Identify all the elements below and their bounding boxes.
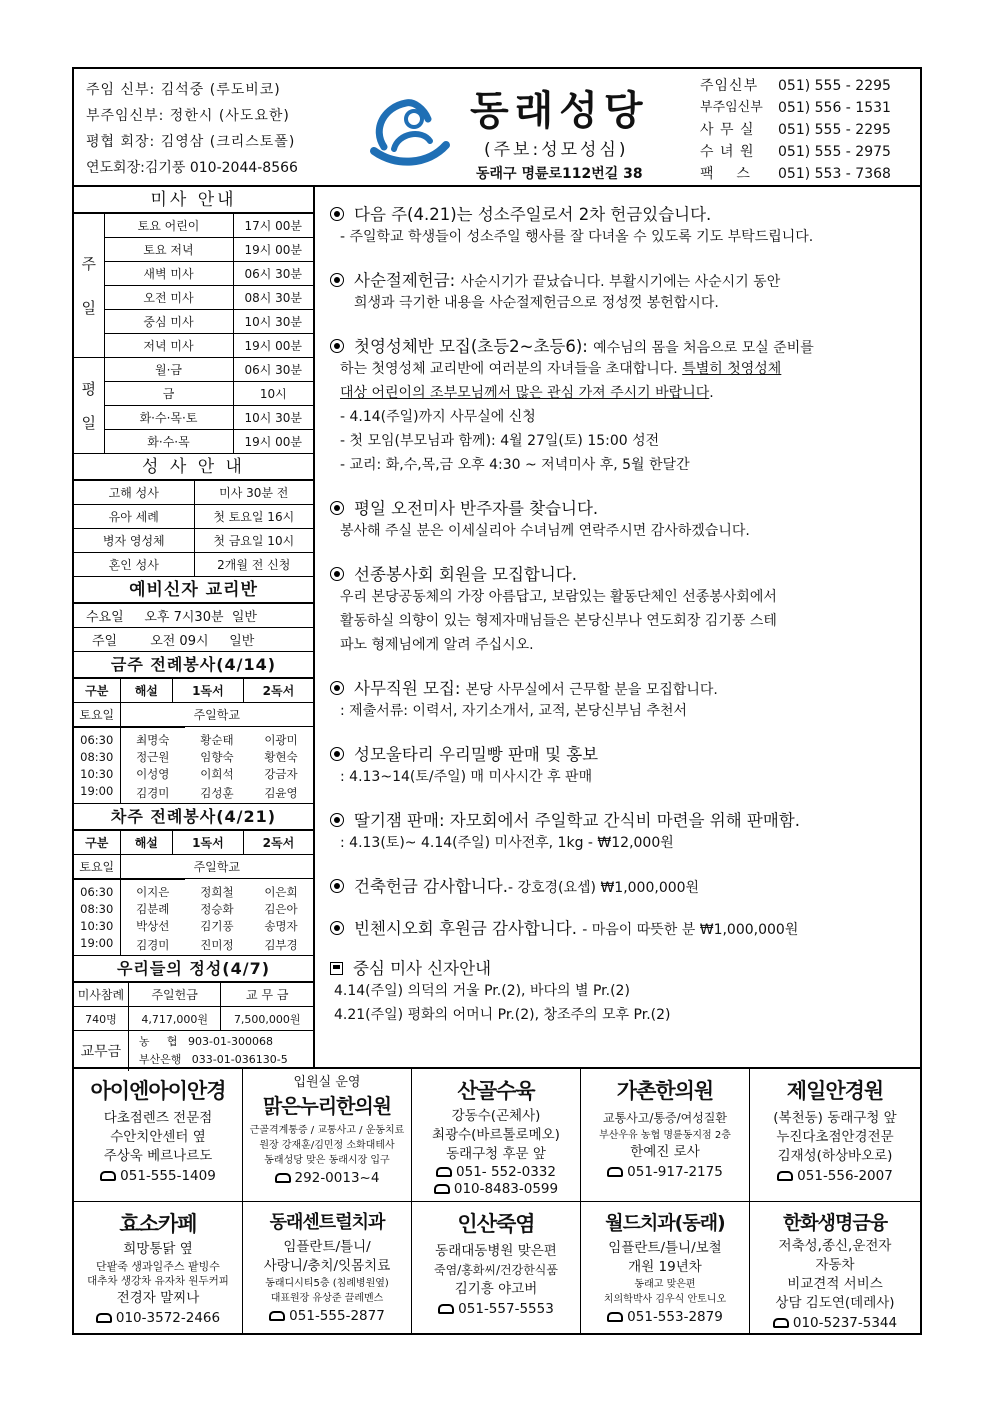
offering-table: 미사참례 주일헌금 교 무 금 740명 4,717,000원 7,500,000원 교무금 농 협 903-01-300068 부산은행 033-01-036130-5 xyxy=(74,982,313,1071)
notice-item: 다음 주(4.21)는 성소주일로서 2차 헌금있습니다. - 주일학교 학생들이 성소주일 행사를 잘 다녀올 수 있도록 기도 부탁드립니다. xyxy=(330,201,906,249)
clergy-line: 부주임신부: 정한시 (사도요한) xyxy=(86,108,290,124)
clergy-line: 평협 회장: 김영삼 (크리스토폴) xyxy=(86,134,296,150)
notice-item: 평일 오전미사 반주자를 찾습니다. 봉사해 주실 분은 이세실리아 수녀님께 연락주시면 감사하겠습니다. xyxy=(330,495,906,543)
clergy-line: 주임 신부: 김석중 (루도비코) xyxy=(86,82,281,98)
notice-item: 첫영성체반 모집(초등2~초등6): 예수님의 몸을 처음으로 모실 준비를 하는 첫영성체 교리반에 여러분의 자녀들을 초대합니다. 특별히 첫영성체 대상 어린이의 조부모님께서 많은 관심 가져 주시기 바랍니다. - 4.14(주일)까지 사무실에 신청 - 첫 모임(부모님과 함께): 4월 27일(토) 15:00 성전 - 교리: 화,수,목,금 오후 4:30 ~ 저녁미사 후, 5월 한달간 xyxy=(330,333,906,477)
service-this-title: 금주 전례봉사(4/14) xyxy=(74,652,313,678)
circle-bullet-icon xyxy=(330,273,344,287)
contact-row: 부주임신부 051) 556 - 1531 xyxy=(700,100,891,116)
circle-bullet-icon xyxy=(330,747,344,761)
ad-box: 산골수육 강동수(곤체사) 최광수(바르톨로메오) 동래구청 후문 앞 051- 552-0332 010-8483-0599 xyxy=(412,1069,581,1202)
notice-item: 사무직원 모집: 본당 사무실에서 근무할 분을 모집합니다. : 제출서류: 이력서, 자기소개서, 교적, 본당신부님 추천서 xyxy=(330,675,906,723)
circle-bullet-icon xyxy=(330,879,344,893)
phone-icon xyxy=(607,1312,623,1322)
service-next-title: 차주 전례봉사(4/21) xyxy=(74,804,313,830)
phone-icon xyxy=(434,1184,450,1194)
ad-box: 아이엔아이안경 다초점렌즈 전문점 수안치안센터 옆 주상욱 베르나르도 051-555-1409 xyxy=(74,1069,243,1202)
ad-box: 한화생명금융 저축성,종신,운전자 자동차 비교견적 서비스 상담 김도연(데레사) 010-5237-5344 xyxy=(750,1202,920,1335)
service-this-roster: 06:30 최명숙 황순태 이광미 08:30 정근원 임향숙 황현숙 10:30 이성영 이희석 강금자 19:00 김경미 김성훈 김윤영 xyxy=(74,727,313,804)
newcomers: 중심 미사 신자안내 4.14(주일) 의덕의 거울 Pr.(2), 바다의 별 Pr.(2) 4.21(주일) 평화의 어머니 Pr.(2), 창조주의 모후 Pr.(2) xyxy=(330,955,906,1027)
service-next-roster: 06:30 이지은 정희철 이은희 08:30 김분례 정승화 김은아 10:30 박상선 김기풍 송명자 19:00 김경미 진미정 김부경 xyxy=(74,879,313,956)
mass-title: 미사 안내 xyxy=(74,187,313,213)
ad-box: 월드치과(동래) 임플란트/틀니/보철 개원 19년차 동래고 맞은편 치의학박사 김우식 안토니오 051-553-2879 xyxy=(581,1202,750,1335)
phone-icon xyxy=(436,1167,452,1177)
phone-icon xyxy=(275,1173,291,1183)
patron-subtitle: (주보:성모성심) xyxy=(484,140,629,160)
notice-item: 선종봉사회 회원을 모집합니다. 우리 본당공동체의 가장 아름답고, 보람있는 활동단체인 선종봉사회에서 활동하실 의향이 있는 형제자매님들은 본당신부나 연도회장 김기풍 스테 파노 형제님에게 알려 주십시오. xyxy=(330,561,906,657)
phone-icon xyxy=(100,1171,116,1181)
circle-bullet-icon xyxy=(330,339,344,353)
service-next-table: 구분 해설 1독서 2독서 토요일 주일학교 xyxy=(74,830,313,879)
sacraments-title: 성 사 안 내 xyxy=(74,454,313,480)
phone-icon xyxy=(96,1313,112,1323)
sunday-label: 주 일 xyxy=(74,214,104,358)
notice-item: 성모울타리 우리밀빵 판매 및 홍보 : 4.13~14(토/주일) 매 미사시간 후 판매 xyxy=(330,741,906,789)
church-address: 동래구 명륜로112번길 38 xyxy=(476,166,643,182)
phone-icon xyxy=(773,1318,789,1328)
header xyxy=(74,69,920,187)
service-this-table: 구분 해설 1독서 2독서 토요일 주일학교 xyxy=(74,678,313,727)
clergy-list xyxy=(86,77,298,181)
ad-box: 효소카페 희망통닭 옆 단팥죽 생과일주스 팥빙수 대추차 생강차 유자차 원두커피 전경자 말찌나 010-3572-2466 xyxy=(74,1202,243,1335)
notice-item: 사순절제헌금: 사순시기가 끝났습니다. 부활시기에는 사순시기 동안 희생과 극기한 내용을 사순절제헌금으로 정성껏 봉헌합시다. xyxy=(330,267,906,315)
ad-box: 가촌한의원 교통사고/통증/여성질환 부산우유 농협 명륜동지점 2층 한예진 로사 051-917-2175 xyxy=(581,1069,750,1202)
weekday-label: 평 일 xyxy=(74,358,104,454)
phone-icon xyxy=(269,1311,285,1321)
circle-bullet-icon xyxy=(330,207,344,221)
sacraments-table: 고해 성사 미사 30분 전 유아 세례 첫 토요일 16시 병자 영성체 첫 금요일 10시 혼인 성사 2개월 전 신청 xyxy=(74,480,313,577)
ad-box: 동래센트럴치과 임플란트/틀니/ 사랑니/충치/잇몸치료 동래디시티5층 (침례병원옆) 대표원장 유상준 끌레멘스 051-555-2877 xyxy=(243,1202,412,1335)
circle-bullet-icon xyxy=(330,921,344,935)
clergy-line: 연도회장:김기풍 010-2044-8566 xyxy=(86,160,298,176)
contact-list xyxy=(700,75,891,185)
contact-row: 팩 스 051) 553 - 7368 xyxy=(700,166,891,182)
ad-box: 입원실 운영 맑은누리한의원 근골격계통증 / 교통사고 / 운동치료 원장 강재훈/김민정 소화대테사 동래성당 맞은 동래시장 입구 292-0013~4 xyxy=(243,1069,412,1202)
advertisements xyxy=(74,1067,920,1333)
sidebar xyxy=(74,187,315,1067)
phone-icon xyxy=(438,1304,454,1314)
contact-row: 주임신부 051) 555 - 2295 xyxy=(700,78,891,94)
phone-icon xyxy=(607,1167,623,1177)
circle-bullet-icon xyxy=(330,501,344,515)
circle-bullet-icon xyxy=(330,681,344,695)
notice-item: 건축헌금 감사합니다.- 강호경(요셉) ₩1,000,000원 xyxy=(330,873,906,897)
ad-box: 인산죽염 동래대동병원 맞은편 죽염/홍화씨/건강한식품 김기흥 야고버 051-557-5553 xyxy=(412,1202,581,1335)
phone-icon xyxy=(777,1171,793,1181)
bulletin-page xyxy=(72,67,922,1335)
mass-table: 주 일 토요 어린이 17시 00분 토요 저녁 19시 00분 새벽 미사 06시 30분 오전 미사 08시 30분 중심 미사 10시 30분 저녁 미사 19시 00분 평 일 월·금 06시 30분 금 10시 화·수·목·토 10시 30분 화·수·목 19시 00분 xyxy=(74,213,313,454)
catechumen-title: 예비신자 교리반 xyxy=(74,577,313,603)
notice-item: 빈첸시오회 후원금 감사합니다. - 마음이 따뜻한 분 ₩1,000,000원 xyxy=(330,915,906,939)
church-title: 동래성당 xyxy=(470,88,649,134)
offering-title: 우리들의 정성(4/7) xyxy=(74,956,313,982)
catechumen-table: 수요일 오후 7시30분 일반 주일 오전 09시 일반 xyxy=(74,603,313,652)
circle-bullet-icon xyxy=(330,567,344,581)
ad-box: 제일안경원 (복천동) 동래구청 앞 누진다초점안경전문 김재성(하상바오로) 051-556-2007 xyxy=(750,1069,920,1202)
notice-item: 딸기잼 판매: 자모회에서 주일학교 간식비 마련을 위해 판매함. : 4.13(토)~ 4.14(주일) 미사전후, 1kg - ₩12,000원 xyxy=(330,807,906,855)
church-logo-icon xyxy=(366,89,456,169)
contact-row: 수 녀 원 051) 555 - 2975 xyxy=(700,144,891,160)
contact-row: 사 무 실 051) 555 - 2295 xyxy=(700,122,891,138)
circle-bullet-icon xyxy=(330,813,344,827)
square-bullet-icon xyxy=(330,962,343,975)
notices xyxy=(316,187,920,1067)
